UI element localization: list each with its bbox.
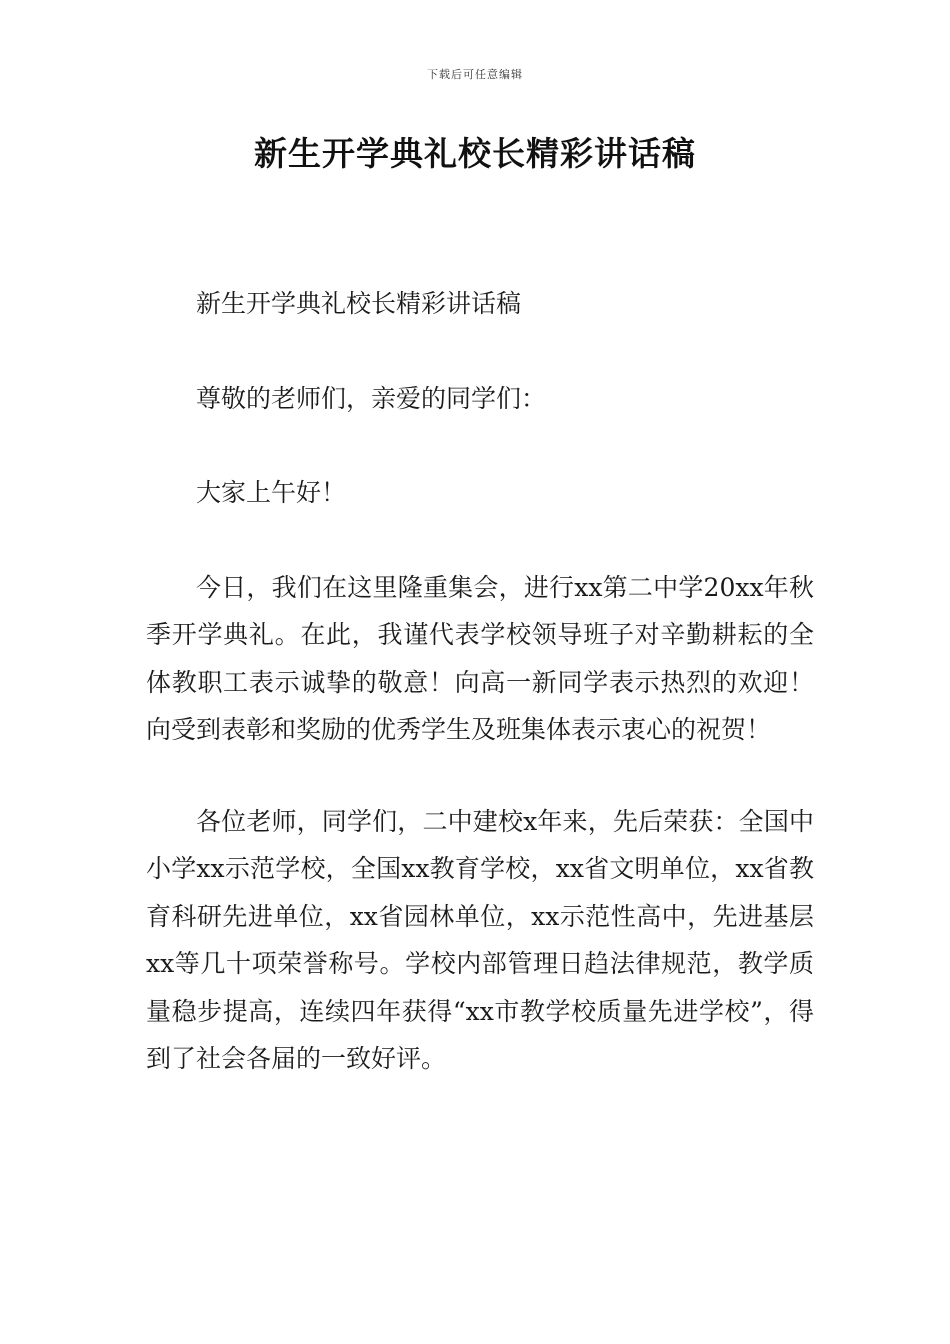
paragraph-opening: 今日，我们在这里隆重集会，进行xx第二中学20xx年秋季开学典礼。在此，我谨代表学校领导班子对辛勤耕耘的全体教职工表示诚挚的敬意！向高一新同学表示热烈的欢迎！向受到表彰和奖励的优秀学生及班集体表示衷心的祝贺！ (146, 572, 814, 744)
document-body (146, 280, 814, 1130)
paragraph-salutation: 尊敬的老师们，亲爱的同学们： (196, 383, 547, 413)
document-title: 新生开学典礼校长精彩讲话稿 (254, 134, 696, 173)
header-note: 下载后可任意编辑 (427, 68, 523, 81)
paragraph-greeting: 大家上午好！ (196, 478, 347, 507)
paragraph-subtitle: 新生开学典礼校长精彩讲话稿 (196, 289, 522, 318)
paragraph-school-honors: 各位老师，同学们，二中建校x年来，先后荣获：全国中小学xx示范学校，全国xx教育学校，xx省文明单位，xx省教育科研先进单位，xx省园林单位，xx示范性高中，先进基层xx等几十项荣誉称号。学校内部管理日趋法律规范，教学质量稳步提高，连续四年获得“xx市教学校质量先进学校”，得到了社会各届的一致好评。 (146, 806, 814, 1073)
